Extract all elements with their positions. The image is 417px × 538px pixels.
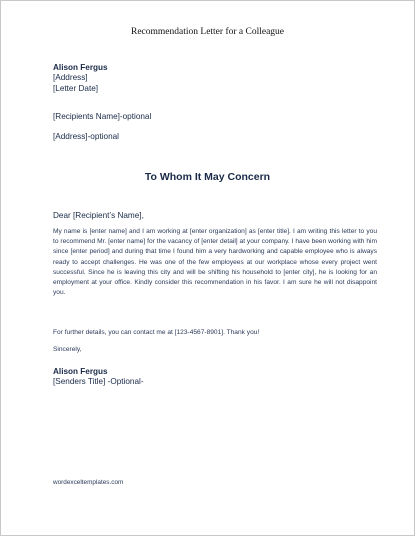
footer-website: wordexceltemplates.com [53, 479, 124, 486]
recipient-address: [Address]-optional [53, 132, 119, 141]
contact-line: For further details, you can contact me at [123-4567-8901]. Thank you! [53, 329, 260, 336]
signature-block [53, 367, 144, 388]
signature-title: [Senders Title] -Optional- [53, 377, 144, 387]
letter-body: My name is [enter name] and I am working at [enter organization] as [enter title]. I am writing this letter to you to recommend Mr. [enter name] for the vacancy of [enter detail] at your company. I have been working with him since [enter period] and during that time I found him a very hardworking and capable employee who is always ready to accept challenges. He was one of the few employees at our workplace whose every project went successful. Since he is leaving this city and will be shifting his household to [enter city], he is looking for an employment at your office. Kindly consider this recommendation in his favor. I am sure he will not disappoint you. [53, 228, 377, 297]
document-title: Recommendation Letter for a Colleague [131, 27, 284, 37]
sender-name: Alison Fergus [53, 63, 108, 72]
signature-name: Alison Fergus [53, 367, 108, 376]
sender-address: [Address] [53, 73, 88, 83]
letter-date: [Letter Date] [53, 83, 99, 93]
sender-block [53, 63, 108, 94]
closing: Sincerely, [53, 346, 82, 353]
letter-heading: To Whom It May Concern [144, 171, 271, 183]
salutation: Dear [Recipient’s Name], [53, 211, 144, 220]
recipient-name: [Recipients Name]-optional [53, 112, 152, 121]
